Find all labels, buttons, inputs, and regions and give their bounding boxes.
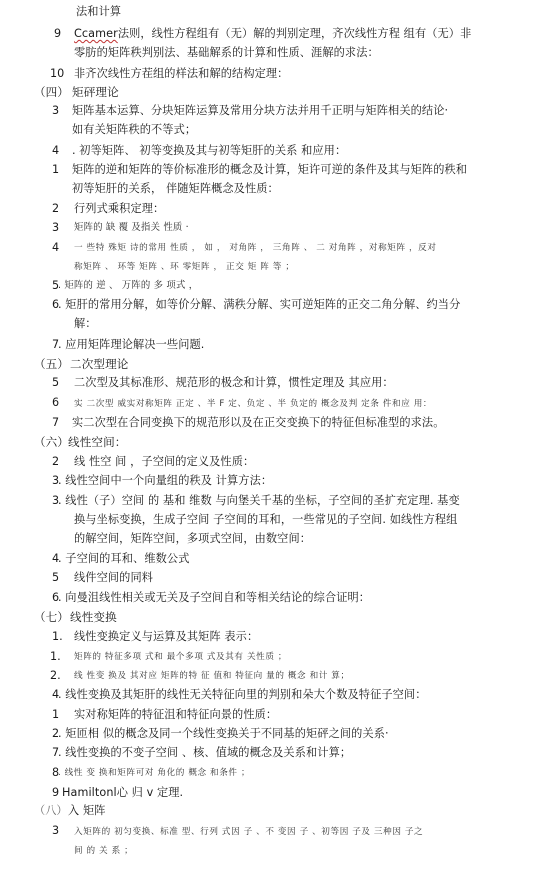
item-number: 3 [52,104,60,117]
item-number: 6 [52,298,60,311]
text-line: . 矩匝相 似的概念及同一个线性变换关于不同基的矩砰之间的关系· [58,727,389,740]
text-line: . 矩肝的常用分解，如等价分解、满秩分解、实可逆矩阵的正交二角分解、约当分 [58,298,461,311]
item-number: 6 [52,591,60,604]
text-line: 间 的 关 系 ； [74,846,134,856]
item-number: 3 [52,824,60,837]
text-line: . 线性（子）空间 的 基和 维数 与向堡关千基的坐标，子空间的圣扩充定理. 基变 [58,494,460,507]
text-line: . 初等矩阵、 初等变换及其与初等矩肝的关系 和应用： [72,144,347,157]
text-line: 线件空间的同料 [74,571,154,584]
section-number: （四） [34,85,69,99]
item-number: 10 [50,67,65,80]
item-number: 1. [52,630,63,643]
text-line: 的解空间，矩阵空间，多项式空间，由数空间： [74,532,312,545]
section-number: （八） [34,804,68,817]
section-heading: 线性空间： [68,435,127,449]
item-number: 3 [52,474,60,487]
text-line: 线 性变 换及 其对应 矩阵的特 征 值和 特征向 量的 概念 和计 算； [74,671,350,681]
text-line: 线 性空 间 ，子空间的定义及性质： [74,455,255,468]
item-number: 4 [52,552,60,565]
item-number: 3 [52,221,60,234]
text-line: 实二次型在合同变换下的规范形以及在正交变换下的特征但标准型的求法。 [72,416,445,429]
text-line: 一 些特 殊矩 诗的常用 性质 ， 如 ， 对角阵 ， 三角阵 、 二 对角阵 ，对称矩阵 ，反对 [74,243,437,253]
text-line: 换与坐标变换，生成子空间 子空间的耳和，一些常见的子空间. 如线性方程组 [74,513,458,526]
text-line: 零肪的矩阵秩判别法、基础解系的计算和性质、涯解的求法： [74,46,379,59]
text-line: 入矩阵的 初匀变换、标准 型、行列 式因 子 、不 变因 子 、初等因 子及 三种因 子之 [74,827,424,837]
section-heading: 线性变换 [70,610,117,624]
item-number: 2 [52,202,60,215]
item-number: 5 [52,376,60,389]
text-line: Hamiltonl心 归 v 定理. [62,786,184,799]
item-number: 9 [54,27,62,40]
text-line: . 线性 变 换和矩阵可对 角化的 概念 和条件 ； [58,768,251,778]
item-number: 1. [50,650,61,663]
item-number: 4 [52,144,60,157]
item-number: 7 [52,746,60,759]
text-line: 法和计算 [76,5,122,18]
text-line: . 线性空间中一个向量组的秩及 计算方法： [58,474,273,487]
text-line: 称矩阵 、 环等 矩阵 、环 零矩阵 ， 正交 矩 阵 等 ； [74,262,295,272]
text-line: 二次型及其标准形、规范形的极念和计算，惯性定理及 其应用： [74,376,394,389]
item-number: 2. [50,669,61,682]
item-number: 6 [52,396,60,409]
text-line: . 矩阵的 逆 、 万阵的 多 项式 ， [58,280,199,291]
misspelled-word: Ccamer [74,27,118,40]
text-line: Ccamer法则，线性方程组有（无）解的判别定理，齐次线性方程 组有（无）非 [74,27,472,40]
section-heading: 矩砰理论 [72,85,119,99]
text-line: . 线性变换及其矩肝的线性无关特征向里的判别和朵大个数及特征子空间： [58,688,427,701]
item-number: 5 [52,571,60,584]
text-line: 矩阵的 特征多项 式和 最个多项 式及其有 关性质 ； [74,652,288,662]
text-line: 实对称矩阵的特征沮和特征向景的性质： [74,708,278,721]
text-line: 矩阵的逆和矩阵的等价标准形的概念及计算，矩许可逆的条件及其与矩阵的秩和 [72,163,468,176]
item-number: 1 [52,163,60,176]
text-line: 如有关矩阵秩的不等式； [72,123,197,136]
item-number: 8 [52,766,60,779]
text-line: . 线性变换的不变子空间 、核、值域的概念及关系和计算； [58,746,352,759]
text-line: 实 二次型 威实对称矩阵 正定 、半 F 定、负定 、半 负定的 概念及判 定条 件和应 用： [74,399,433,409]
item-number: 2 [52,727,60,740]
item-number: 2 [52,455,60,468]
text-line: 线性变换定义与运算及其矩阵 表示： [74,630,259,643]
item-number: 1 [52,708,60,721]
text-line: 矩阵基本运算、分块矩阵运算及常用分块方法并用千正明与矩阵相关的结论· [72,104,449,117]
section-heading: 入 矩阵 [68,804,106,817]
item-number: 4 [52,241,60,254]
text-line: 非齐次线性方茬组的样法和解的结构定理： [74,67,289,80]
item-number: 7 [52,338,60,351]
item-number: 7 [52,416,60,429]
section-heading: 二次型理论 [70,357,129,371]
text-line: . 应用矩阵理论解决一些问题. [58,338,205,351]
section-number: （七） [34,610,69,624]
text-line: 行列式乘积定理： [74,202,165,215]
text-line: 初等矩肝的关系， 伴随矩阵概念及性质： [72,182,279,195]
item-number: 3 [52,494,60,507]
section-number: （五） [34,357,69,371]
text-line: 解： [74,317,97,330]
item-number: 4 [52,688,60,701]
section-number: （六） [34,435,69,449]
item-number: 5 [52,279,60,292]
text-line: . 向曼沮线性相关或无关及子空间自和等相关结论的综合证明： [58,591,371,604]
text-line: 矩阵的 缺 覆 及指关 性质 · [74,222,189,233]
item-number: 9 [52,786,60,799]
text-line: . 子空间的耳和、维数公式 [58,552,190,565]
